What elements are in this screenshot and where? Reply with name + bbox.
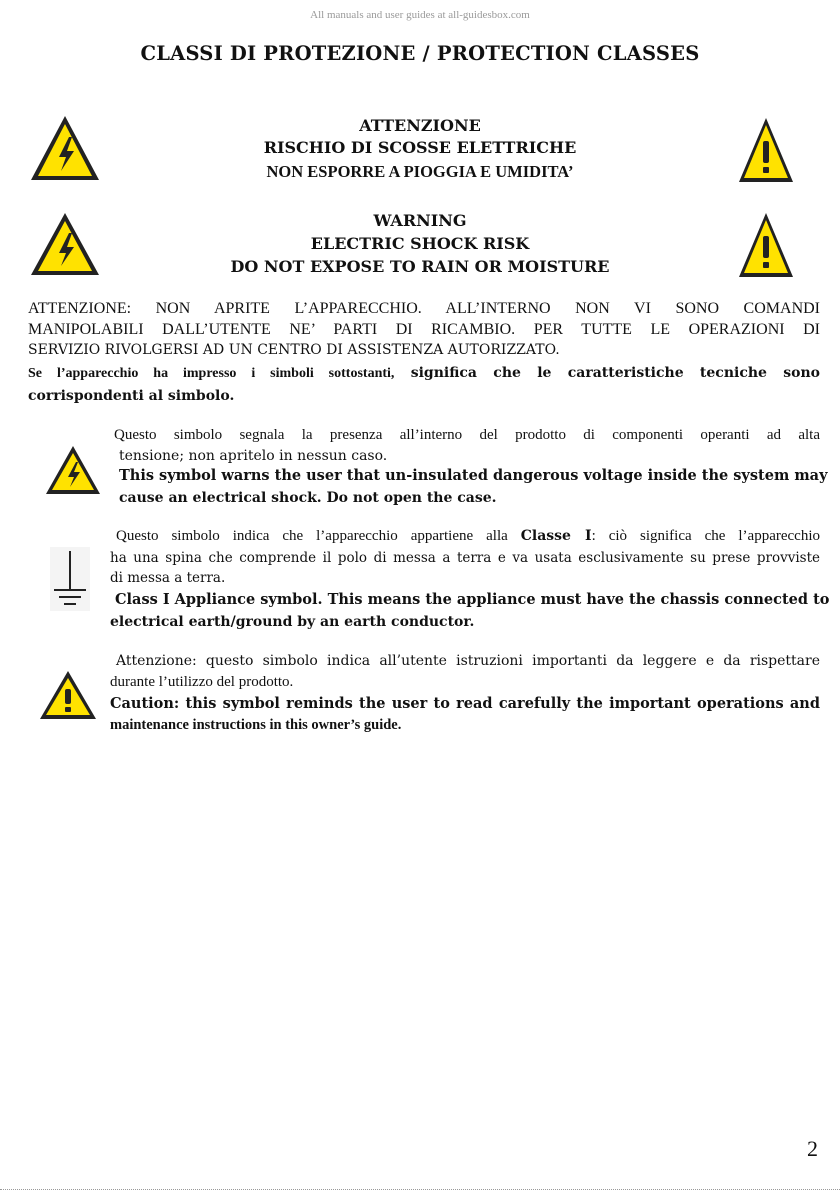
notice-line: SERVIZIO RIVOLGERSI AD UN CENTRO DI ASSISTENZA AUTORIZZATO. bbox=[28, 342, 560, 358]
exclamation-warning-icon bbox=[737, 205, 795, 281]
earth-it-text: Questo simbolo indica che l’apparecchio appartiene alla bbox=[116, 528, 521, 544]
earth-ground-icon bbox=[50, 547, 90, 611]
exclamation-warning-icon bbox=[737, 110, 795, 186]
caution-en-line: Caution: this symbol reminds the user to read carefully the important operations and bbox=[110, 695, 820, 712]
warning-en-line2: ELECTRIC SHOCK RISK bbox=[310, 234, 530, 253]
notice-line: ATTENZIONE: NON APRITE L’APPARECCHIO. ALL’INTERNO NON VI SONO COMANDI bbox=[28, 300, 820, 317]
earth-it-line bbox=[110, 526, 820, 548]
caution-en-line: maintenance instructions in this owner’s guide. bbox=[110, 717, 402, 733]
warning-it-line3: NON ESPORRE A PIOGGIA E UMIDITA’ bbox=[266, 162, 574, 181]
watermark: All manuals and user guides at all-guidesbox.com bbox=[310, 9, 530, 21]
earth-it-text: : ciò significa che l’apparecchio bbox=[591, 528, 820, 544]
earth-en-line: electrical earth/ground by an earth conductor. bbox=[110, 614, 475, 630]
lightning-warning-icon bbox=[28, 113, 102, 183]
warning-it-line1: ATTENZIONE bbox=[359, 116, 481, 135]
shock-en-line: cause an electrical shock. Do not open the case. bbox=[119, 490, 497, 506]
shock-symbol-description bbox=[114, 425, 828, 508]
caution-it-line: Attenzione: questo simbolo indica all’utente istruzioni importanti da leggere e da rispettare bbox=[116, 653, 820, 669]
notice-line: corrispondenti al simbolo. bbox=[28, 388, 235, 404]
bottom-divider bbox=[0, 1189, 840, 1190]
lightning-warning-icon bbox=[44, 444, 102, 496]
shock-it-line: tensione; non apritelo in nessun caso. bbox=[119, 448, 388, 464]
warning-it-line2: RISCHIO DI SCOSSE ELETTRICHE bbox=[263, 138, 577, 157]
earth-symbol-description bbox=[110, 526, 830, 632]
warning-it bbox=[120, 116, 720, 182]
warning-en bbox=[120, 211, 720, 276]
shock-it-line: Questo simbolo segnala la presenza all’interno del prodotto di componenti operanti ad alta bbox=[114, 427, 820, 443]
notice-line: significa che le caratteristiche tecniche sono bbox=[394, 365, 820, 381]
notice-symbols-paragraph bbox=[28, 362, 820, 407]
earth-it-line: ha una spina che comprende il polo di messa a terra e va usata esclusivamente su prese provviste bbox=[110, 550, 820, 566]
warning-en-line3: DO NOT EXPOSE TO RAIN OR MOISTURE bbox=[230, 257, 610, 276]
notice-line: Se l’apparecchio ha impresso i simboli sottostanti, bbox=[28, 366, 395, 381]
notice-line: MANIPOLABILI DALL’UTENTE NE’ PARTI DI RICAMBIO. PER TUTTE LE OPERAZIONI DI bbox=[28, 321, 820, 338]
warning-en-line1: WARNING bbox=[373, 211, 467, 230]
earth-en-line: Class I Appliance symbol. This means the appliance must have the chassis connected to bbox=[115, 591, 830, 608]
caution-symbol-description bbox=[110, 651, 820, 735]
caution-it-line: durante l’utilizzo del prodotto. bbox=[110, 674, 294, 690]
shock-en-line: This symbol warns the user that un-insulated dangerous voltage inside the system may bbox=[119, 467, 828, 484]
page-title: CLASSI DI PROTEZIONE / PROTECTION CLASSES bbox=[140, 42, 700, 65]
caution-exclamation-icon bbox=[38, 669, 98, 721]
notice-paragraph bbox=[28, 298, 820, 361]
page-number: 2 bbox=[807, 1136, 818, 1161]
earth-it-line: di messa a terra. bbox=[110, 570, 226, 586]
class-one-label: Classe I bbox=[520, 528, 592, 544]
lightning-warning-icon bbox=[28, 210, 102, 278]
